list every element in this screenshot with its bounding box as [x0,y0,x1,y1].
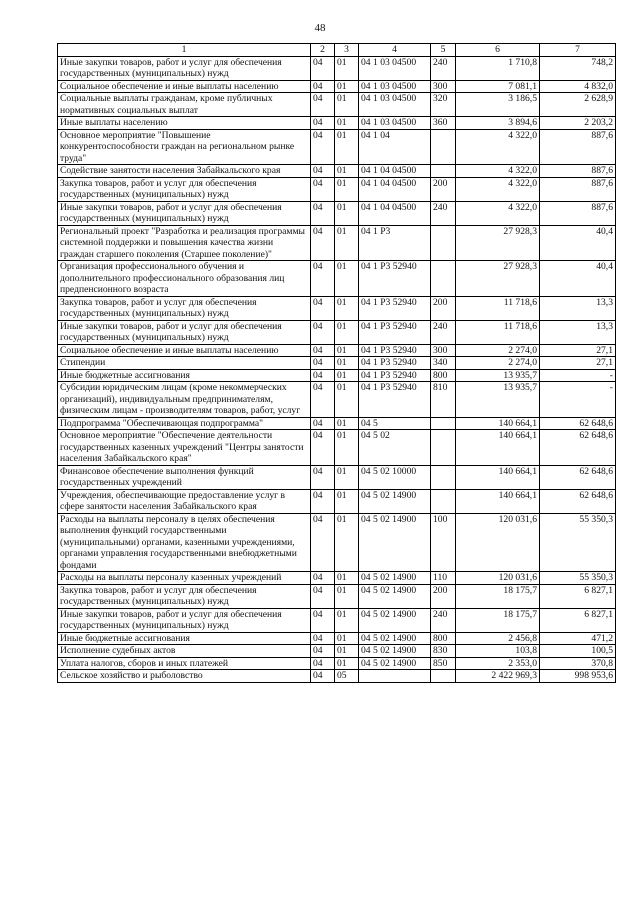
table-row [58,430,616,466]
expense-type-cell: 200 [431,296,456,320]
section-code-cell: 04 [311,489,335,513]
row-name-cell: Основное мероприятие "Повышение конкурентоспособности граждан на региональном рынке труда" [58,129,311,165]
expense-type-cell [431,670,456,683]
amount-cell: 2 274,0 [456,344,540,357]
amount-cell: 18 175,7 [456,608,540,632]
column-header: 2 [311,44,335,57]
executed-amount-cell: 998 953,6 [540,670,616,683]
row-name-cell: Социальное обеспечение и иные выплаты населению [58,344,311,357]
executed-amount-cell: 62 648,6 [540,489,616,513]
target-item-cell: 04 1 P3 52940 [359,344,431,357]
target-item-cell: 04 5 02 14900 [359,632,431,645]
subsection-code-cell: 01 [335,369,359,382]
section-code-cell: 04 [311,632,335,645]
row-name-cell: Иные закупки товаров, работ и услуг для обеспечения государственных (муниципальных) нужд [58,608,311,632]
table-row [58,117,616,130]
table-row [58,513,616,572]
row-name-cell: Расходы на выплаты персоналу в целях обеспечения выполнения функций государственными (муниципальными) органами, казенными учреждениями, органами управления государственными внебюджетными фондами [58,513,311,572]
section-code-cell: 04 [311,80,335,93]
section-code-cell: 04 [311,357,335,370]
amount-cell: 3 186,5 [456,93,540,117]
executed-amount-cell: 370,8 [540,657,616,670]
table-row [58,165,616,178]
executed-amount-cell: 62 648,6 [540,430,616,466]
row-name-cell: Иные бюджетные ассигнования [58,369,311,382]
section-code-cell: 04 [311,296,335,320]
subsection-code-cell: 01 [335,56,359,80]
amount-cell: 3 894,6 [456,117,540,130]
table-row [58,572,616,585]
executed-amount-cell: 27,1 [540,357,616,370]
amount-cell: 120 031,6 [456,513,540,572]
section-code-cell: 04 [311,645,335,658]
row-name-cell: Учреждения, обеспечивающие предоставление услуг в сфере занятости населения Забайкальского края [58,489,311,513]
section-code-cell: 04 [311,465,335,489]
expense-type-cell [431,430,456,466]
table-row [58,93,616,117]
executed-amount-cell: 748,2 [540,56,616,80]
expense-type-cell: 240 [431,201,456,225]
subsection-code-cell: 01 [335,320,359,344]
section-code-cell: 04 [311,572,335,585]
executed-amount-cell: 887,6 [540,165,616,178]
table-row [58,584,616,608]
target-item-cell: 04 1 P3 52940 [359,382,431,418]
section-code-cell: 04 [311,165,335,178]
target-item-cell: 04 1 P3 52940 [359,320,431,344]
amount-cell: 140 664,1 [456,430,540,466]
subsection-code-cell: 01 [335,465,359,489]
expense-type-cell [431,129,456,165]
executed-amount-cell: 887,6 [540,129,616,165]
row-name-cell: Иные закупки товаров, работ и услуг для обеспечения государственных (муниципальных) нужд [58,201,311,225]
column-header: 1 [58,44,311,57]
row-name-cell: Социальные выплаты гражданам, кроме публичных нормативных социальных выплат [58,93,311,117]
section-code-cell: 04 [311,657,335,670]
executed-amount-cell: 13,3 [540,296,616,320]
target-item-cell: 04 1 04 04500 [359,177,431,201]
budget-table [57,43,616,683]
section-code-cell: 04 [311,93,335,117]
subsection-code-cell: 01 [335,417,359,430]
amount-cell: 2 456,8 [456,632,540,645]
expense-type-cell: 200 [431,584,456,608]
amount-cell: 11 718,6 [456,296,540,320]
amount-cell: 103,8 [456,645,540,658]
subsection-code-cell: 01 [335,93,359,117]
expense-type-cell [431,261,456,297]
target-item-cell: 04 5 02 14900 [359,489,431,513]
subsection-code-cell: 01 [335,382,359,418]
target-item-cell: 04 1 04 04500 [359,201,431,225]
table-row [58,201,616,225]
executed-amount-cell: 100,5 [540,645,616,658]
target-item-cell: 04 1 P3 52940 [359,357,431,370]
subsection-code-cell: 01 [335,645,359,658]
expense-type-cell: 240 [431,320,456,344]
row-name-cell: Закупка товаров, работ и услуг для обеспечения государственных (муниципальных) нужд [58,296,311,320]
table-row [58,296,616,320]
expense-type-cell: 300 [431,344,456,357]
expense-type-cell: 110 [431,572,456,585]
target-item-cell: 04 5 02 14900 [359,513,431,572]
executed-amount-cell: - [540,382,616,418]
subsection-code-cell: 01 [335,296,359,320]
amount-cell: 4 322,0 [456,165,540,178]
amount-cell: 7 081,1 [456,80,540,93]
row-name-cell: Иные выплаты населению [58,117,311,130]
target-item-cell: 04 5 02 [359,430,431,466]
subsection-code-cell: 01 [335,357,359,370]
expense-type-cell: 800 [431,369,456,382]
expense-type-cell: 340 [431,357,456,370]
executed-amount-cell: 13,3 [540,320,616,344]
table-row [58,382,616,418]
subsection-code-cell: 01 [335,344,359,357]
subsection-code-cell: 01 [335,513,359,572]
row-name-cell: Стипендии [58,357,311,370]
section-code-cell: 04 [311,513,335,572]
amount-cell: 140 664,1 [456,417,540,430]
row-name-cell: Сельское хозяйство и рыболовство [58,670,311,683]
target-item-cell [359,670,431,683]
amount-cell: 4 322,0 [456,129,540,165]
executed-amount-cell: 6 827,1 [540,608,616,632]
table-row [58,608,616,632]
subsection-code-cell: 01 [335,225,359,261]
expense-type-cell: 320 [431,93,456,117]
section-code-cell: 04 [311,369,335,382]
table-row [58,357,616,370]
subsection-code-cell: 01 [335,489,359,513]
subsection-code-cell: 05 [335,670,359,683]
target-item-cell: 04 5 02 14900 [359,645,431,658]
target-item-cell: 04 5 02 14900 [359,608,431,632]
table-row [58,129,616,165]
target-item-cell: 04 5 02 14900 [359,657,431,670]
target-item-cell: 04 5 02 10000 [359,465,431,489]
target-item-cell: 04 1 04 04500 [359,165,431,178]
table-row [58,177,616,201]
expense-type-cell: 300 [431,80,456,93]
executed-amount-cell: 2 628,9 [540,93,616,117]
row-name-cell: Организация профессионального обучения и дополнительного профессионального образования лиц предпенсионного возраста [58,261,311,297]
section-code-cell: 04 [311,320,335,344]
table-row [58,369,616,382]
row-name-cell: Социальное обеспечение и иные выплаты населению [58,80,311,93]
amount-cell: 27 928,3 [456,225,540,261]
row-name-cell: Подпрограмма "Обеспечивающая подпрограмма" [58,417,311,430]
expense-type-cell: 100 [431,513,456,572]
section-code-cell: 04 [311,177,335,201]
executed-amount-cell: 40,4 [540,261,616,297]
amount-cell: 4 322,0 [456,177,540,201]
row-name-cell: Субсидии юридическим лицам (кроме некоммерческих организаций), индивидуальным предпринимателям, физическим лицам - производителям товаров, работ, услуг [58,382,311,418]
executed-amount-cell: 40,4 [540,225,616,261]
section-code-cell: 04 [311,382,335,418]
row-name-cell: Содействие занятости населения Забайкальского края [58,165,311,178]
subsection-code-cell: 01 [335,201,359,225]
row-name-cell: Закупка товаров, работ и услуг для обеспечения государственных (муниципальных) нужд [58,584,311,608]
target-item-cell: 04 1 03 04500 [359,80,431,93]
target-item-cell: 04 1 04 [359,129,431,165]
executed-amount-cell: 6 827,1 [540,584,616,608]
row-name-cell: Региональный проект "Разработка и реализация программы системной поддержки и повышения качества жизни граждан старшего поколения (Старшее поколение)" [58,225,311,261]
target-item-cell: 04 1 P3 52940 [359,261,431,297]
executed-amount-cell: 62 648,6 [540,417,616,430]
executed-amount-cell: 62 648,6 [540,465,616,489]
executed-amount-cell: - [540,369,616,382]
target-item-cell: 04 5 02 14900 [359,584,431,608]
column-header: 4 [359,44,431,57]
subsection-code-cell: 01 [335,261,359,297]
subsection-code-cell: 01 [335,608,359,632]
table-row [58,465,616,489]
column-header: 7 [540,44,616,57]
table-row [58,344,616,357]
row-name-cell: Расходы на выплаты персоналу казенных учреждений [58,572,311,585]
executed-amount-cell: 27,1 [540,344,616,357]
table-row [58,417,616,430]
expense-type-cell [431,465,456,489]
expense-type-cell: 240 [431,608,456,632]
subsection-code-cell: 01 [335,657,359,670]
subsection-code-cell: 01 [335,165,359,178]
table-body [58,56,616,682]
section-code-cell: 04 [311,117,335,130]
expense-type-cell: 850 [431,657,456,670]
subsection-code-cell: 01 [335,177,359,201]
subsection-code-cell: 01 [335,80,359,93]
amount-cell: 2 274,0 [456,357,540,370]
target-item-cell: 04 1 03 04500 [359,56,431,80]
amount-cell: 140 664,1 [456,489,540,513]
expense-type-cell [431,417,456,430]
target-item-cell: 04 1 P3 [359,225,431,261]
table-row [58,225,616,261]
subsection-code-cell: 01 [335,117,359,130]
row-name-cell: Основное мероприятие "Обеспечение деятельности государственных казенных учреждений "Центры занятости населения Забайкальского края" [58,430,311,466]
target-item-cell: 04 1 03 04500 [359,93,431,117]
column-header: 3 [335,44,359,57]
row-name-cell: Уплата налогов, сборов и иных платежей [58,657,311,670]
section-code-cell: 04 [311,670,335,683]
table-row [58,320,616,344]
section-code-cell: 04 [311,129,335,165]
subsection-code-cell: 01 [335,430,359,466]
executed-amount-cell: 55 350,3 [540,572,616,585]
expense-type-cell: 800 [431,632,456,645]
executed-amount-cell: 471,2 [540,632,616,645]
amount-cell: 2 422 969,3 [456,670,540,683]
table-row [58,657,616,670]
expense-type-cell: 830 [431,645,456,658]
section-code-cell: 04 [311,201,335,225]
section-code-cell: 04 [311,584,335,608]
target-item-cell: 04 5 02 14900 [359,572,431,585]
table-row [58,489,616,513]
table-row [58,261,616,297]
expense-type-cell [431,165,456,178]
amount-cell: 4 322,0 [456,201,540,225]
table-row [58,56,616,80]
section-code-cell: 04 [311,417,335,430]
amount-cell: 18 175,7 [456,584,540,608]
column-header: 5 [431,44,456,57]
table-row [58,632,616,645]
row-name-cell: Иные закупки товаров, работ и услуг для обеспечения государственных (муниципальных) нужд [58,320,311,344]
section-code-cell: 04 [311,261,335,297]
target-item-cell: 04 1 03 04500 [359,117,431,130]
amount-cell: 13 935,7 [456,369,540,382]
table-row [58,670,616,683]
executed-amount-cell: 4 832,0 [540,80,616,93]
expense-type-cell: 360 [431,117,456,130]
expense-type-cell [431,489,456,513]
target-item-cell: 04 1 P3 52940 [359,369,431,382]
row-name-cell: Иные бюджетные ассигнования [58,632,311,645]
section-code-cell: 04 [311,430,335,466]
row-name-cell: Закупка товаров, работ и услуг для обеспечения государственных (муниципальных) нужд [58,177,311,201]
column-header: 6 [456,44,540,57]
expense-type-cell: 240 [431,56,456,80]
page-number: 48 [314,22,326,34]
header-row [58,44,616,57]
row-name-cell: Финансовое обеспечение выполнения функций государственных учреждений [58,465,311,489]
executed-amount-cell: 55 350,3 [540,513,616,572]
section-code-cell: 04 [311,56,335,80]
target-item-cell: 04 1 P3 52940 [359,296,431,320]
amount-cell: 13 935,7 [456,382,540,418]
amount-cell: 27 928,3 [456,261,540,297]
amount-cell: 11 718,6 [456,320,540,344]
table-row [58,645,616,658]
section-code-cell: 04 [311,608,335,632]
expense-type-cell: 200 [431,177,456,201]
row-name-cell: Исполнение судебных актов [58,645,311,658]
amount-cell: 140 664,1 [456,465,540,489]
section-code-cell: 04 [311,225,335,261]
subsection-code-cell: 01 [335,129,359,165]
amount-cell: 2 353,0 [456,657,540,670]
amount-cell: 120 031,6 [456,572,540,585]
subsection-code-cell: 01 [335,632,359,645]
subsection-code-cell: 01 [335,572,359,585]
executed-amount-cell: 887,6 [540,201,616,225]
subsection-code-cell: 01 [335,584,359,608]
table-row [58,80,616,93]
section-code-cell: 04 [311,344,335,357]
expense-type-cell: 810 [431,382,456,418]
amount-cell: 1 710,8 [456,56,540,80]
target-item-cell: 04 5 [359,417,431,430]
executed-amount-cell: 887,6 [540,177,616,201]
expense-type-cell [431,225,456,261]
executed-amount-cell: 2 203,2 [540,117,616,130]
row-name-cell: Иные закупки товаров, работ и услуг для обеспечения государственных (муниципальных) нужд [58,56,311,80]
